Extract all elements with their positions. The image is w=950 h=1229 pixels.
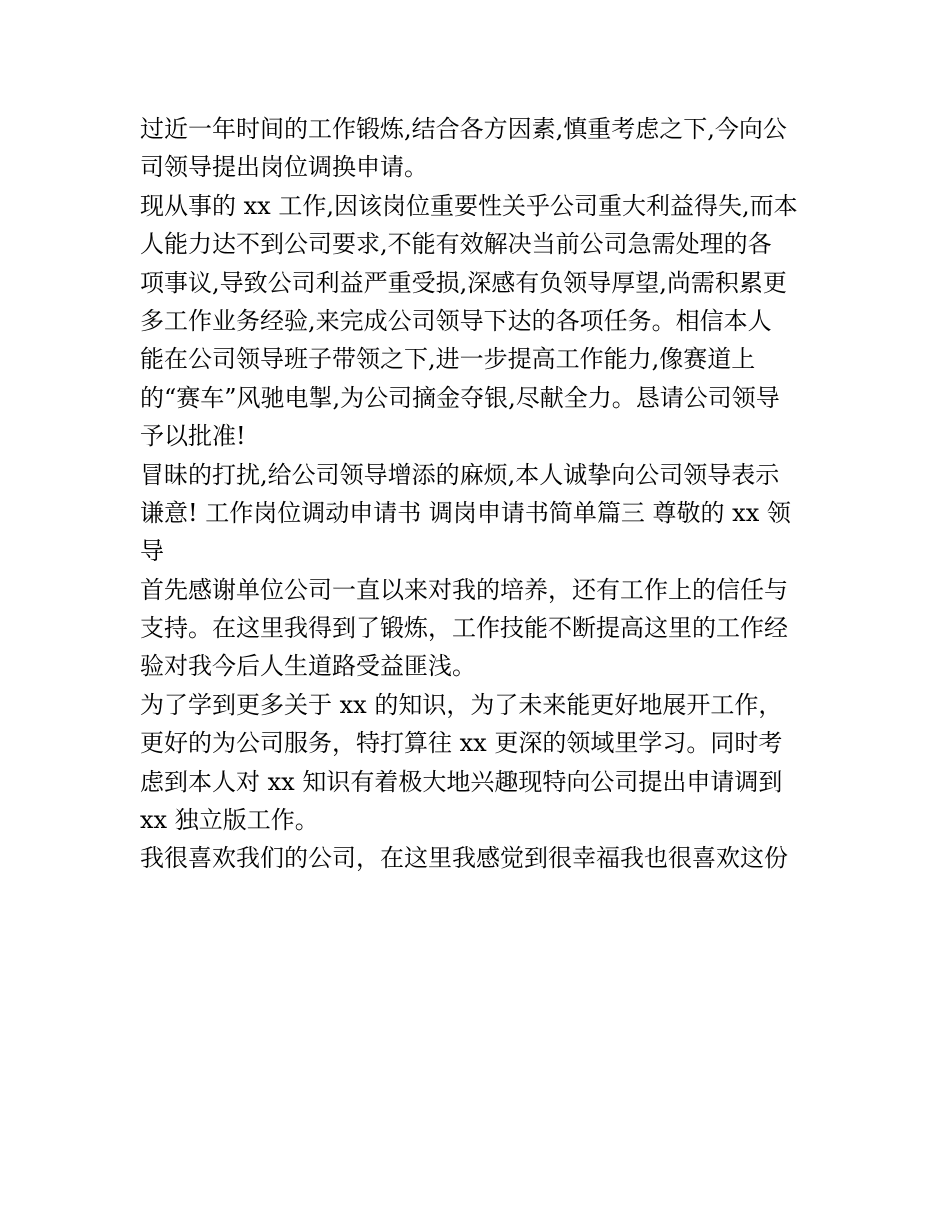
text-line: 谦意! 工作岗位调动申请书 调岗申请书简单篇三 尊敬的 xx 领 — [140, 498, 791, 527]
text-line: 能在公司领导班子带领之下,进一步提高工作能力,像赛道上 — [140, 345, 756, 374]
text-line: 予以批准! — [140, 422, 246, 451]
text-line: 支持。在这里我得到了锻炼，工作技能不断提高这里的工作经 — [140, 614, 788, 643]
text-line: 多工作业务经验,来完成公司领导下达的各项任务。相信本人 — [140, 306, 772, 335]
text-line: 项事议,导致公司利益严重受损,深感有负领导厚望,尚需积累更 — [140, 268, 787, 297]
text-line: 过近一年时间的工作锻炼,结合各方因素,慎重考虑之下,今向公 — [140, 115, 787, 143]
text-line: 更好的为公司服务，特打算往 xx 更深的领域里学习。同时考 — [140, 729, 783, 758]
text-line: 验对我今后人生道路受益匪浅。 — [140, 652, 476, 681]
text-line: 冒昧的打扰,给公司领导增添的麻烦,本人诚挚向公司领导表示 — [140, 460, 780, 489]
text-line: 我很喜欢我们的公司，在这里我感觉到很幸福我也很喜欢这份 — [140, 844, 788, 873]
text-line: 人能力达不到公司要求,不能有效解决当前公司急需处理的各 — [140, 230, 772, 259]
text-line: xx 独立版工作。 — [140, 806, 319, 835]
text-line: 为了学到更多关于 xx 的知识，为了未来能更好地展开工作， — [140, 690, 783, 719]
text-line: 的“赛车”风驰电掣,为公司摘金夺银,尽献全力。恳请公司领导 — [140, 383, 780, 412]
document-body — [140, 110, 820, 878]
text-line: 司领导提出岗位调换申请。 — [140, 153, 428, 182]
text-line: 导 — [140, 537, 164, 566]
text-line: 虑到本人对 xx 知识有着极大地兴趣现特向公司提出申请调到 — [140, 767, 783, 796]
text-line: 现从事的 xx 工作,因该岗位重要性关乎公司重大利益得失,而本 — [140, 191, 798, 220]
text-line: 首先感谢单位公司一直以来对我的培养，还有工作上的信任与 — [140, 575, 788, 604]
